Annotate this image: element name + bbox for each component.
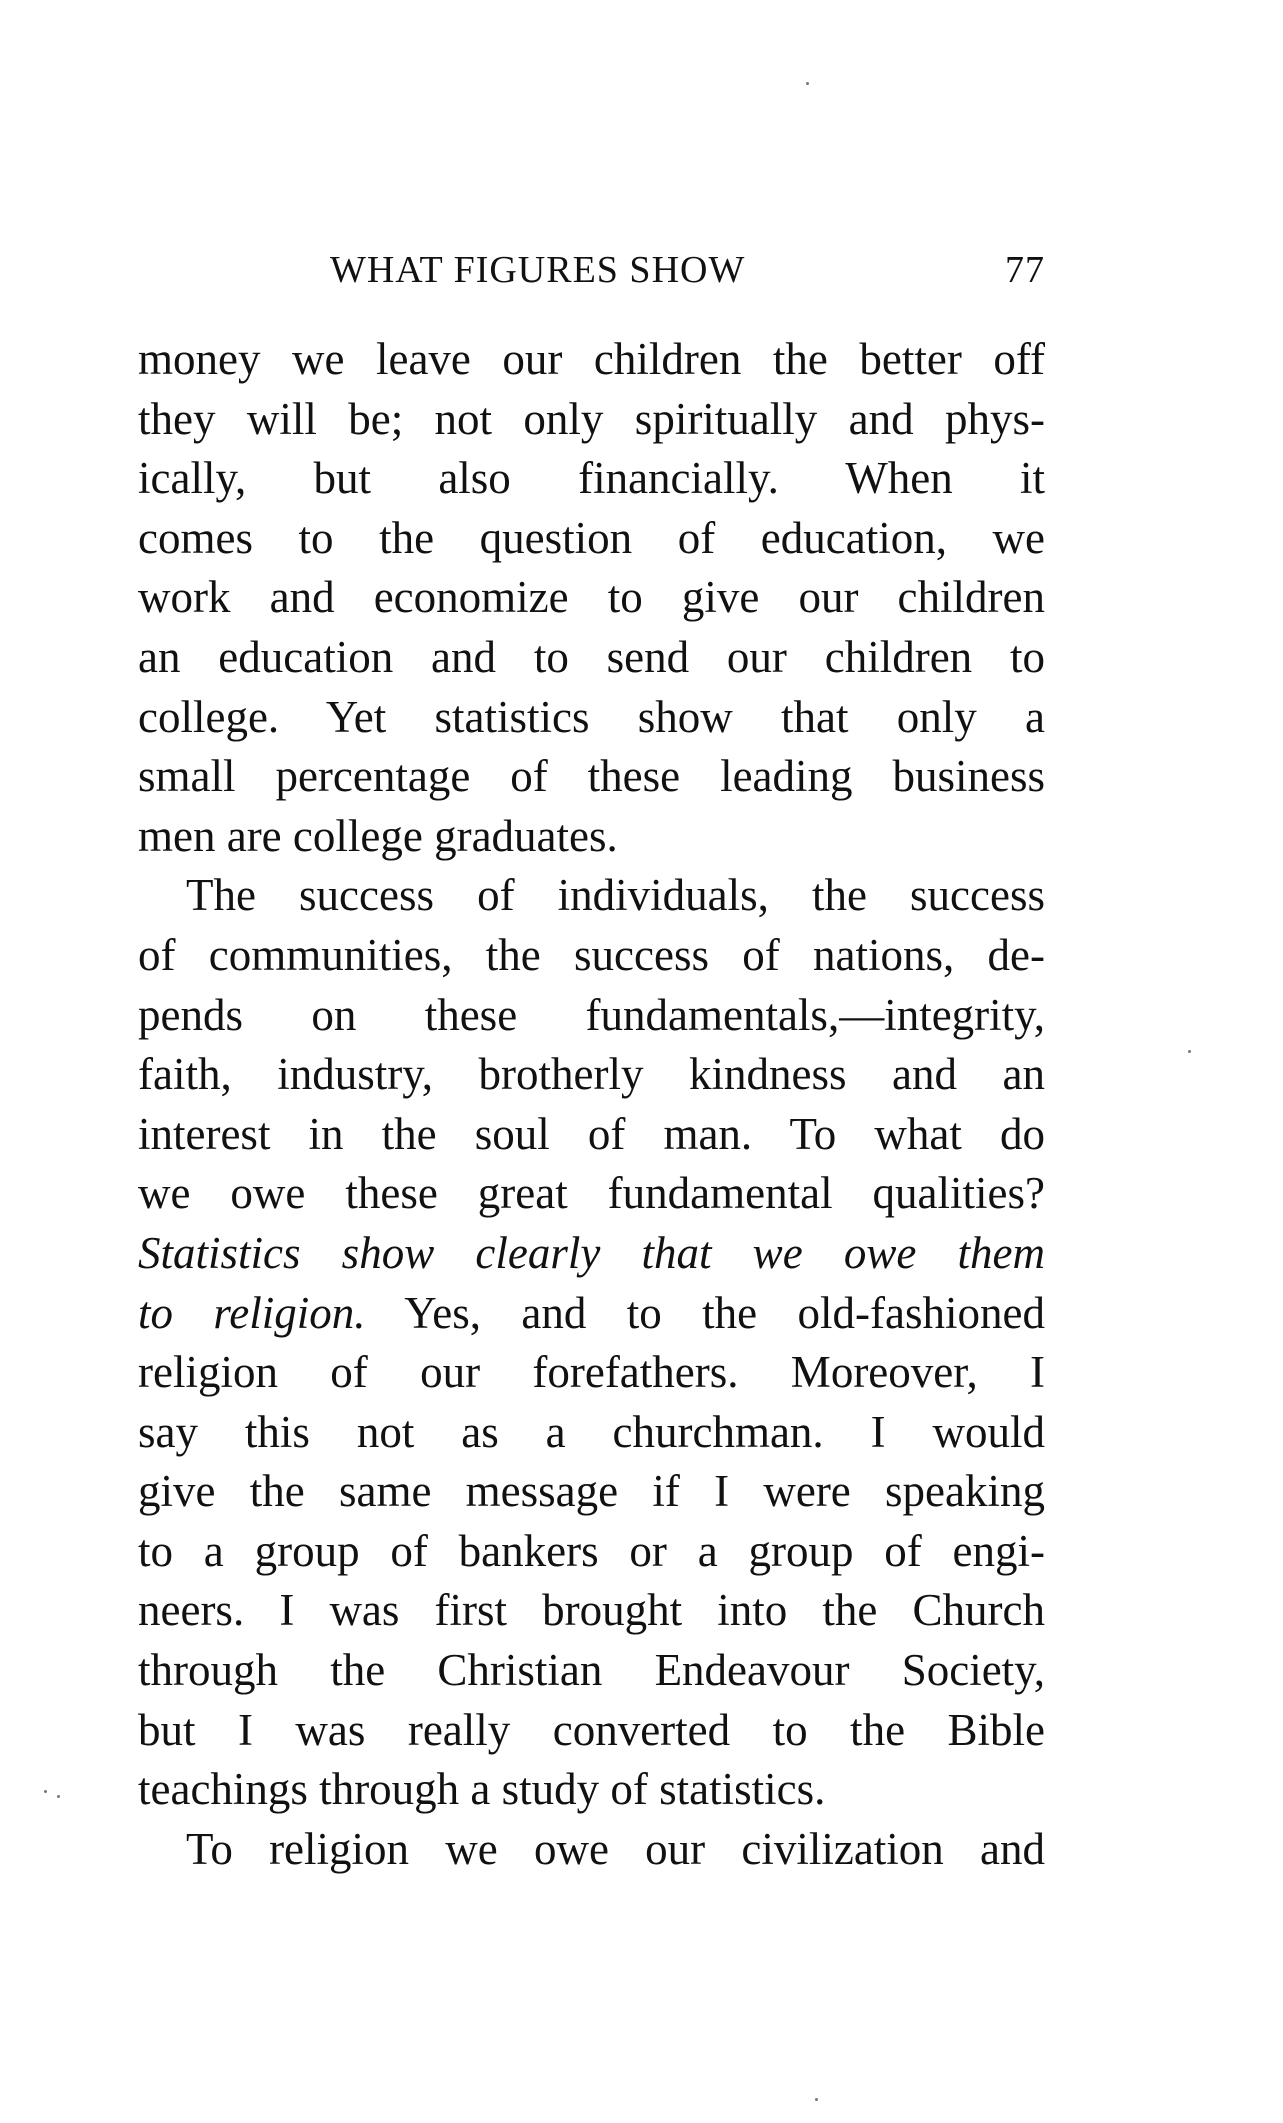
text-line: teachings through a study of statistics.	[138, 1764, 826, 1815]
text-line: but I was really converted to the Bible	[138, 1704, 1045, 1755]
page-number: 77	[1005, 249, 1045, 291]
text-line: men are college graduates.	[138, 810, 618, 861]
text-line: small percentage of these leading business	[138, 751, 1045, 802]
text-line: give the same message if I were speaking	[138, 1466, 1045, 1517]
text-line: money we leave our children the better off	[138, 334, 1045, 384]
paper-speck	[806, 82, 809, 85]
text-line: ically, but also financially. When it	[138, 453, 1045, 504]
paper-speck	[57, 1795, 60, 1798]
text-line: we owe these great fundamental qualities?	[138, 1168, 1045, 1219]
text-line: pends on these fundamentals,—integrity,	[138, 989, 1045, 1040]
paper-speck	[44, 1790, 47, 1793]
text-line: to a group of bankers or a group of engi-	[138, 1525, 1045, 1576]
text-line: interest in the soul of man. To what do	[138, 1108, 1045, 1159]
paper-speck	[1188, 1050, 1191, 1053]
text-line: work and economize to give our children	[138, 572, 1045, 623]
text-line: college. Yet statistics show that only a	[138, 691, 1045, 742]
running-head	[138, 245, 1045, 295]
text-line: The success of individuals, the success	[186, 870, 1045, 921]
text-line: an education and to send our children to	[138, 631, 1045, 682]
text-line: of communities, the success of nations, de-	[138, 929, 1045, 980]
text-line: faith, industry, brotherly kindness and an	[138, 1049, 1045, 1100]
body-text	[138, 330, 1045, 1879]
text-line	[138, 1284, 1045, 1344]
italic-phrase: to religion.	[138, 1287, 366, 1338]
text-line: To religion we owe our civilization and	[186, 1823, 1045, 1874]
text-line: comes to the question of education, we	[138, 512, 1045, 563]
text-line: religion of our forefathers. Moreover, I	[138, 1347, 1045, 1398]
running-title: WHAT FIGURES SHOW	[330, 249, 746, 291]
text-phrase: Yes, and to the old-fashioned	[404, 1287, 1045, 1338]
paper-speck	[815, 2098, 818, 2101]
text-line: through the Christian Endeavour Society,	[138, 1645, 1045, 1696]
text-line: they will be; not only spiritually and phys-	[138, 393, 1045, 444]
text-line: say this not as a churchman. I would	[138, 1406, 1045, 1457]
text-line: neers. I was first brought into the Church	[138, 1585, 1045, 1636]
italic-text-line: Statistics show clearly that we owe them	[138, 1227, 1045, 1278]
